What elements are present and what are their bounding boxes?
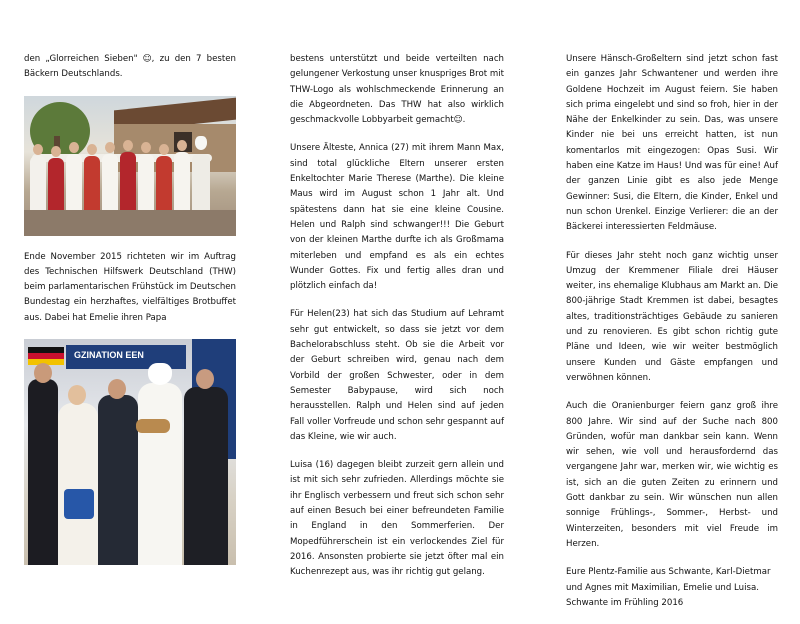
photo-bakers-group [24, 96, 236, 236]
banner-text: GZINATION EEN [74, 350, 144, 361]
paragraph-annica: Unsere Älteste, Annica (27) mit ihrem Mann Max, sind total glückliche Eltern unserer ersten Enkeltochter Marie Therese (Marthe). Die kleine Maus wird im August schon 1 Jahr alt. Und spätestens dann hat sie eine kleine Cousine. Helen und Ralph sind schwanger!!! Die Geburt von der kleinen Marthe durfte ich als Großmama miterleben und empfand es als ein echtes Wunder Gottes. Fix und fertig alles dran und plötzlich einfach da! [290, 143, 504, 292]
paragraph-glorreichen-sieben: den „Glorreichen Sieben" ☺, zu den 7 besten Bäckern Deutschlands. [24, 54, 236, 80]
paragraph-oranienburg: Auch die Oranienburger feiern ganz groß ihre 800 Jahre. Wir sind auf der Suche nach 800 Gründen, wofür man dankbar sein kann. Wenn wir sehen, wie voll und herausfordernd das vergangene Jahr war, merken wir, wie wichtig es ist, sich an die guten Zeiten zu erinnern und Gott dankbar zu sein. Wir wünschen nun allen sonnige Frühlings-, Sommer-, Herbst- und Winterzeiten, besonders mit viel Freude im Herzen. [566, 401, 778, 549]
paragraph-signature: Eure Plentz-Familie aus Schwante, Karl-Dietmar und Agnes mit Maximilian, Emelie und Luisa. Schwante im Frühling 2016 [566, 567, 771, 608]
paragraph-helen: Für Helen(23) hat sich das Studium auf Lehramt sehr gut entwickelt, so dass sie jetzt vor dem Bachelorabschluss steht. Ob sie die Arbeit vor der Geburt schreiben wird, genau nach dem Vorbild der großen Schwester, oder in dem Semester Babypause, wird sich noch herausstellen. Ralph und Helen sind auf jeden Fall voller Vorfreude und schon sehr gespannt auf das Kleine, wie wir auch. [290, 309, 504, 442]
paragraph-luisa: Luisa (16) dagegen bleibt zurzeit gern allein und ist mit sich sehr zufrieden. Allerdings möchte sie ihr Englisch verbessern und freut sich schon sehr auf einen Besuch bei einer befreundeten Familie in England in den Sommerferien. Der Mopedführerschein ist ein verlockendes Ziel für 2016. Ansonsten probierte sie jetzt öfter mal ein Kuchenrezept aus, was ihr richtig gut gelang. [290, 460, 504, 578]
column-middle [290, 52, 504, 594]
column-right [566, 52, 778, 624]
paragraph-thw-verteilung: bestens unterstützt und beide verteilten nach gelungener Verkostung unser knuspriges Brot mit THW-Logo als wohlschmeckende Erinnerung an die Abgeordneten. Das THW hat also wirklich geschmackvolle Lobbyarbeit gemacht☺. [290, 54, 504, 126]
photo-bundestag-thw [24, 339, 236, 565]
paragraph-thw-fruehstueck: Ende November 2015 richteten wir im Auftrag des Technischen Hilfswerk Deutschland (THW) beim parlamentarischen Frühstück im Deutschen Bundestag ein herzhaftes, vielfältiges Brotbuffet aus. Dabei hat Emelie ihren Papa [24, 251, 236, 323]
paragraph-kremmen: Für dieses Jahr steht noch ganz wichtig unser Umzug der Kremmener Filiale drei Häuser weiter, ins ehemalige Klubhaus am Markt an. Die 800-jährige Stadt Kremmen ist dabei, besagtes altes, traditionsträchtiges Gebäude zu sanieren und zu renovieren. Es gibt schon richtig gute Pläne und Ideen, wie wir weiter bestmöglich unsere Kunden und Gäste empfangen und verwöhnen können. [566, 250, 778, 383]
paragraph-grosseltern: Unsere Hänsch-Großeltern sind jetzt schon fast ein ganzes Jahr Schwantener und werden ihre Goldene Hochzeit im August feiern. Sie haben sich prima eingelebt und sind so froh, hier in der Nähe der Enkelkinder zu sein. Das, was unsere Kinder nie bei uns erreicht hatten, ist nun komentarlos mit eingezogen: Opas Susi. Wir haben eine Katze im Haus! Und was für eine! Auf der ganzen Linie gibt es also jede Menge Gewinner: Susi, die Eltern, die Kinder, Enkel und nun schon Urenkel. Einzige Verlierer: die an der Bäckerei interessierten Feldmäuse. [566, 54, 778, 233]
column-left [24, 52, 236, 565]
